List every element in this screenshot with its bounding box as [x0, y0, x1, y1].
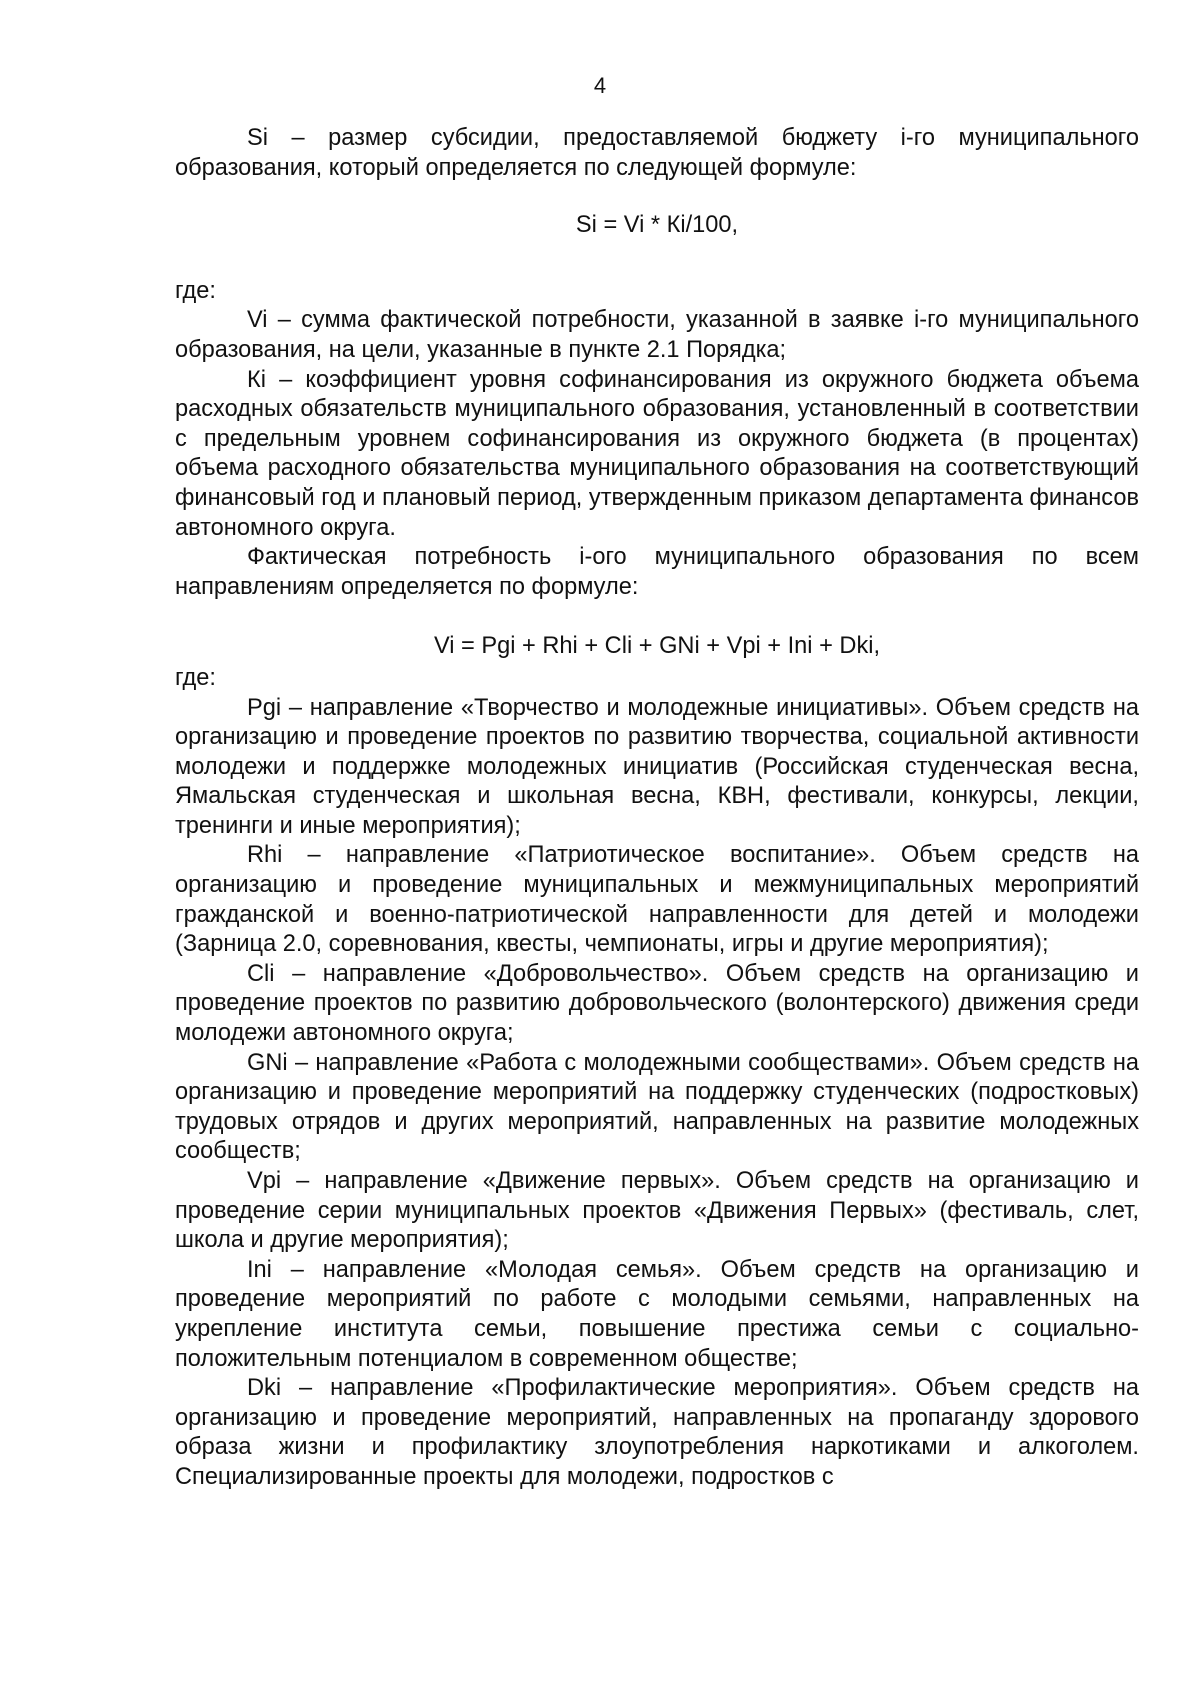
paragraph-dki-definition: Dki – направление «Профилактические мероприятия». Объем средств на организацию и проведение мероприятий, направленных на пропаганду здорового образа жизни и профилактику злоупотребления наркотиками и алкоголем. Специализированные проекты для молодежи, подростков с	[175, 1375, 1139, 1490]
paragraph-pgi-definition: Pgi – направление «Творчество и молодежные инициативы». Объем средств на организацию и проведение проектов по развитию творчества, социальной активности молодежи и поддержке молодежных инициатив (Российская студенческая весна, Ямальская студенческая и школьная весна, КВН, фестивали, конкурсы, лекции, тренинги и иные мероприятия);	[175, 694, 1139, 839]
where-label: где:	[175, 664, 216, 691]
paragraph-ini-definition: Ini – направление «Молодая семья». Объем средств на организацию и проведение мероприятий по работе с молодыми семьями, направленных на укрепление института семьи, повышение престижа семьи с социально-положительным потенциалом в современном обществе;	[175, 1256, 1139, 1372]
paragraph-si-definition: Si – размер субсидии, предоставляемой бюджету i-го муниципального образования, который определяется по следующей формуле:	[175, 125, 1139, 181]
paragraph-ki-definition: Кi – коэффициент уровня софинансирования из окружного бюджета объема расходных обязательств муниципального образования, установленный в соответствии с предельным уровнем софинансирования из окружного бюджета (в процентах) объема расходного обязательства муниципального образования на соответствующий финансовый год и плановый период, утвержденным приказом департамента финансов автономного округа.	[175, 366, 1139, 541]
paragraph-rhi-definition: Rhi – направление «Патриотическое воспитание». Объем средств на организацию и проведение муниципальных и межмуниципальных мероприятий гражданской и военно-патриотической направленности для детей и молодежи (Зарница 2.0, соревнования, квесты, чемпионаты, игры и другие мероприятия);	[175, 842, 1139, 958]
paragraph-vpi-definition: Vpi – направление «Движение первых». Объем средств на организацию и проведение серии муниципальных проектов «Движения Первых» (фестиваль, слет, школа и другие мероприятия);	[175, 1168, 1139, 1254]
document-body	[175, 124, 1139, 1493]
formula-vi: Vi = Pgi + Rhi + Cli + GNi + Vpi + Ini + Dki,	[433, 633, 881, 660]
where-label: где:	[175, 277, 216, 304]
paragraph-gni-definition: GNi – направление «Работа с молодежными сообществами». Объем средств на организацию и проведение мероприятий на поддержку студенческих (подростковых) трудовых отрядов и других мероприятий, направленных на развитие молодежных сообществ;	[175, 1049, 1139, 1165]
paragraph-actual-need: Фактическая потребность i-ого муниципального образования по всем направлениям определяется по формуле:	[175, 544, 1139, 600]
paragraph-vi-definition: Vi – сумма фактической потребности, указанной в заявке i-го муниципального образования, на цели, указанные в пункте 2.1 Порядка;	[175, 307, 1139, 363]
page-number: 4	[593, 73, 607, 98]
paragraph-cli-definition: Cli – направление «Добровольчество». Объем средств на организацию и проведение проектов по развитию добровольческого (волонтерского) движения среди молодежи автономного округа;	[175, 960, 1139, 1047]
formula-si: Si = Vi * Кi/100,	[575, 212, 739, 239]
